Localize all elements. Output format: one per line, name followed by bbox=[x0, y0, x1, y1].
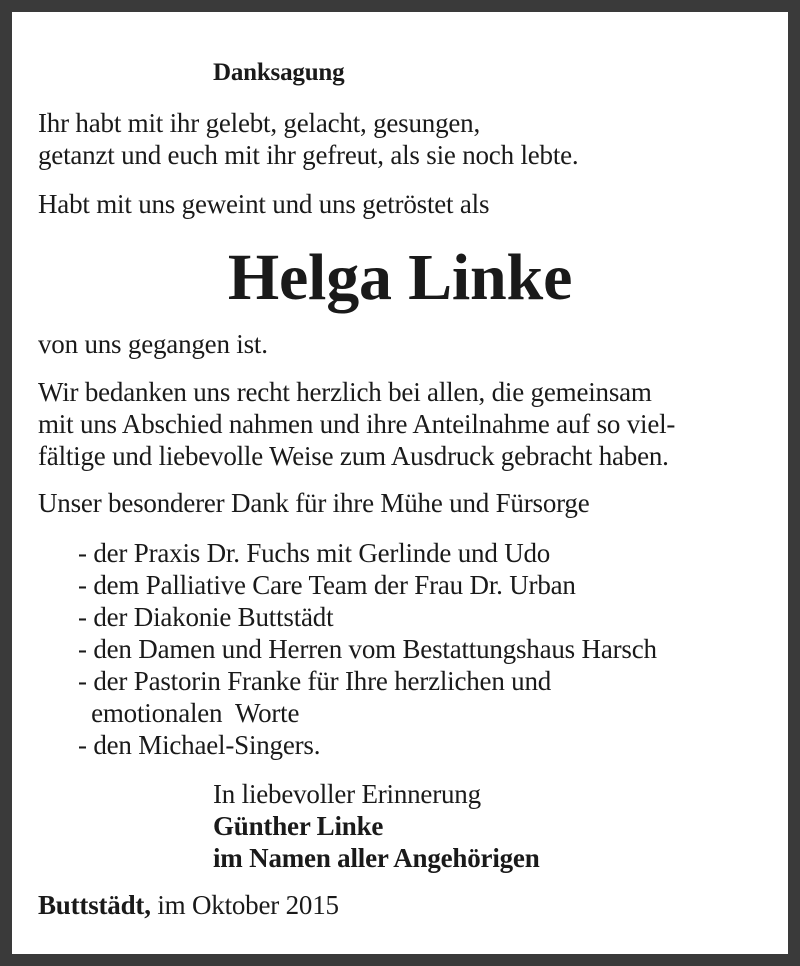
thanks-line-2: mit uns Abschied nahmen und ihre Anteilnahme auf so viel- bbox=[38, 409, 676, 439]
thanks-list-item: - den Damen und Herren vom Bestattungshaus Harsch bbox=[78, 634, 657, 664]
thanks-list-item: - dem Palliative Care Team der Frau Dr. Urban bbox=[78, 570, 576, 600]
signature-family: im Namen aller Angehörigen bbox=[213, 843, 540, 873]
date: im Oktober 2015 bbox=[150, 890, 339, 920]
comfort-line: Habt mit uns geweint und uns getröstet als bbox=[38, 189, 490, 219]
thanks-list-item: - den Michael-Singers. bbox=[78, 730, 321, 760]
signature-closing: In liebevoller Erinnerung bbox=[213, 779, 481, 809]
intro-line-2: getanzt und euch mit ihr gefreut, als sie noch lebte. bbox=[38, 140, 579, 170]
intro-line-1: Ihr habt mit ihr gelebt, gelacht, gesungen, bbox=[38, 108, 481, 138]
special-thanks-intro: Unser besonderer Dank für ihre Mühe und Fürsorge bbox=[38, 488, 590, 518]
thanks-list-item: emotionalen Worte bbox=[78, 698, 300, 728]
heading: Danksagung bbox=[213, 59, 345, 86]
thanks-line-3: fältige und liebevolle Weise zum Ausdruck gebracht haben. bbox=[38, 441, 669, 471]
passed-line: von uns gegangen ist. bbox=[38, 329, 268, 359]
signature-name: Günther Linke bbox=[213, 811, 384, 841]
deceased-name: Helga Linke bbox=[227, 241, 573, 314]
thanks-list-item: - der Praxis Dr. Fuchs mit Gerlinde und Udo bbox=[78, 538, 551, 568]
thanks-line-1: Wir bedanken uns recht herzlich bei allen, die gemeinsam bbox=[38, 377, 652, 407]
thanks-list-item: - der Pastorin Franke für Ihre herzlichen und bbox=[78, 666, 552, 696]
thanks-list-item: - der Diakonie Buttstädt bbox=[78, 602, 334, 632]
place: Buttstädt, bbox=[38, 890, 151, 920]
place-date bbox=[38, 889, 339, 921]
